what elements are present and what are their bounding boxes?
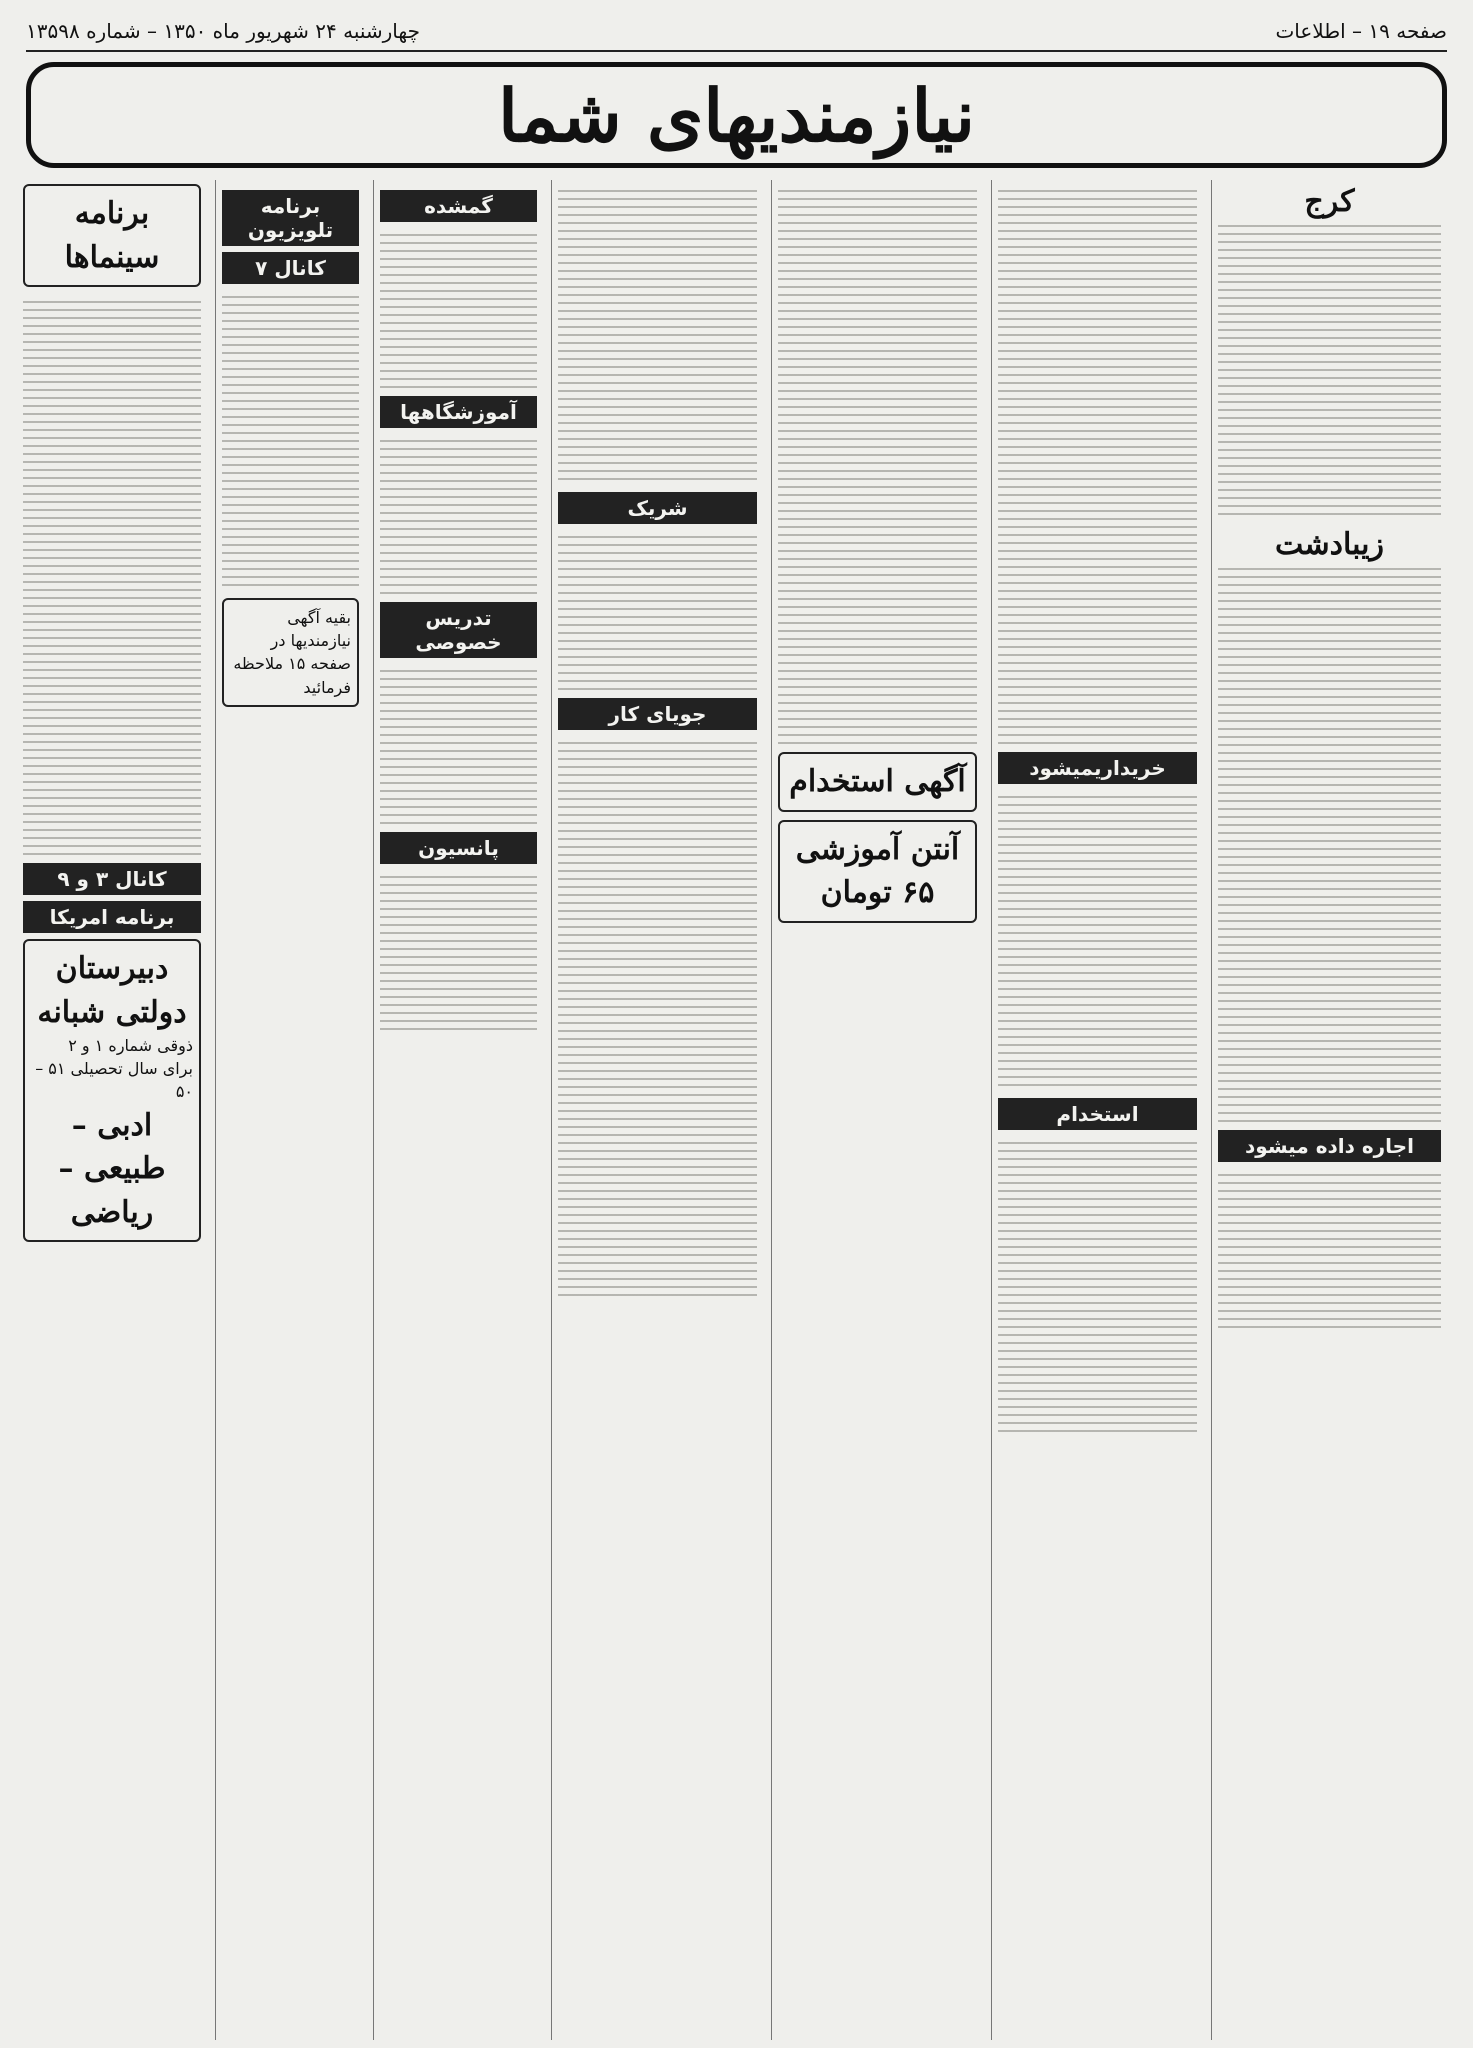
section-lost: گمشده	[380, 190, 537, 222]
illegible-column-2a	[998, 184, 1197, 744]
classified-columns	[26, 180, 1447, 2040]
section-tv-program: برنامه تلویزیون	[222, 190, 359, 246]
illegible-column-5c	[380, 664, 537, 824]
column-4	[551, 180, 763, 2040]
high-school-fields: ادبی – طبیعی – ریاضی	[58, 1107, 166, 1230]
page-label: صفحه ۱۹ – اطلاعات	[1275, 19, 1447, 43]
section-schools: آموزشگاهها	[380, 396, 537, 428]
employment-ad	[778, 752, 977, 812]
antenna-ad-title: آنتن آموزشی ۶۵ تومان	[795, 831, 960, 910]
column-2	[991, 180, 1203, 2040]
illegible-column-2c	[998, 1136, 1197, 1436]
high-school-title: دبیرستان دولتی شبانه	[37, 951, 187, 1030]
high-school-sub: ذوقی شماره ۱ و ۲	[68, 1036, 193, 1055]
high-school-ad	[23, 939, 201, 1242]
illegible-column-1b	[1218, 562, 1441, 1122]
section-zibadasht: زیبادشت	[1275, 527, 1384, 562]
column-3	[771, 180, 983, 2040]
illegible-column-6a	[222, 290, 359, 590]
section-cinemas: برنامه سینماها	[23, 184, 201, 287]
illegible-column-5b	[380, 434, 537, 594]
section-private-tutoring: تدریس خصوصی	[380, 602, 537, 658]
section-rental: اجاره داده میشود	[1218, 1130, 1441, 1162]
rest-of-ads-box	[222, 598, 359, 707]
illegible-column-3a	[778, 184, 977, 744]
antenna-ad	[778, 820, 977, 923]
column-1	[1211, 180, 1447, 2040]
illegible-column-2b	[998, 790, 1197, 1090]
employment-ad-title: آگهی استخدام	[789, 764, 966, 799]
section-partner: شریک	[558, 492, 757, 524]
section-channel-7: کانال ۷	[222, 252, 359, 284]
section-pension: پانسیون	[380, 832, 537, 864]
illegible-column-5d	[380, 870, 537, 1030]
section-karaj: کرج	[1304, 184, 1355, 219]
high-school-year: برای سال تحصیلی ۵۱ – ۵۰	[35, 1059, 193, 1102]
section-buying: خریداریمیشود	[998, 752, 1197, 784]
section-channel-3-9: کانال ۳ و ۹	[23, 863, 201, 895]
column-6	[215, 180, 365, 2040]
illegible-column-1c	[1218, 1168, 1441, 1328]
column-5	[373, 180, 543, 2040]
section-us-program: برنامه امریکا	[23, 901, 201, 933]
date-label: چهارشنبه ۲۴ شهریور ماه ۱۳۵۰ – شماره ۱۳۵۹۸	[26, 19, 420, 43]
rest-of-ads-text: بقیه آگهی نیازمندیها در صفحه ۱۵ ملاحظه فرمائید	[233, 608, 351, 697]
illegible-column-4b	[558, 530, 757, 690]
top-bar	[26, 12, 1447, 52]
illegible-column-1a	[1218, 219, 1441, 519]
illegible-column-4c	[558, 736, 757, 1296]
column-7	[17, 180, 207, 2040]
masthead-title: نیازمندیهای شما	[497, 72, 976, 158]
section-employment: استخدام	[998, 1098, 1197, 1130]
illegible-column-4a	[558, 184, 757, 484]
illegible-column-7a	[23, 295, 201, 855]
section-job-seeking: جویای کار	[558, 698, 757, 730]
illegible-column-5a	[380, 228, 537, 388]
masthead	[26, 62, 1447, 168]
